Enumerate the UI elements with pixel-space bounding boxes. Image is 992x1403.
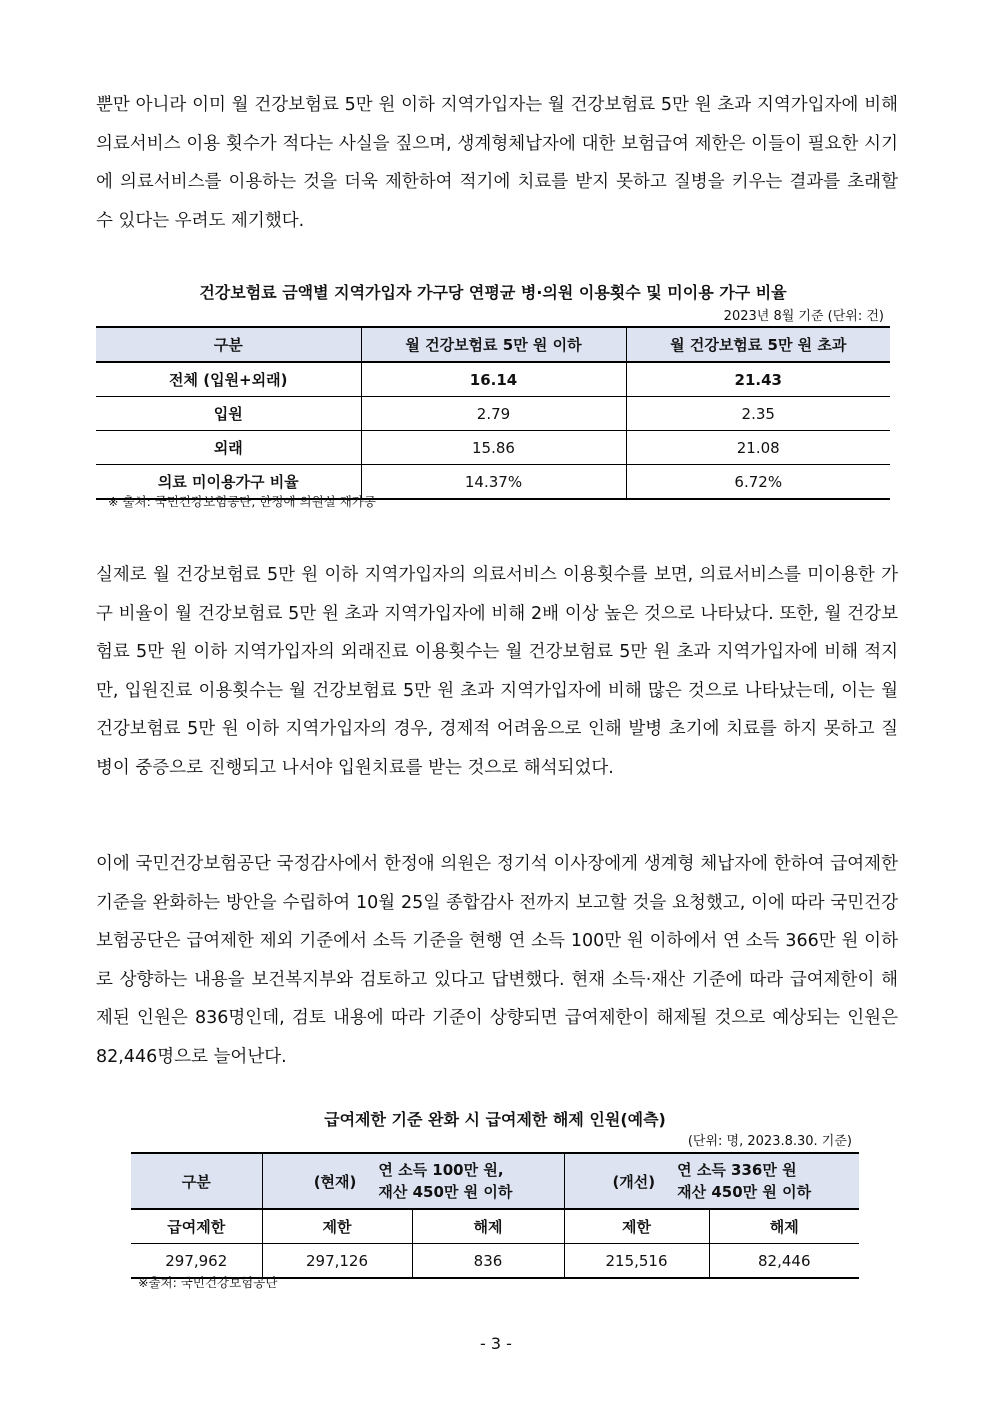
subheader-cell: 해제: [412, 1209, 564, 1244]
release-forecast-table: [131, 1152, 859, 1279]
table-cell: 6.72%: [626, 465, 890, 500]
table-subheader-row: [131, 1209, 859, 1244]
group-header-current: [262, 1153, 564, 1209]
table-header-row: [96, 327, 890, 362]
row-label: 외래: [96, 431, 361, 465]
visits-table: [96, 326, 890, 500]
paragraph-1: 뿐만 아니라 이미 월 건강보험료 5만 원 이하 지역가입자는 월 건강보험료 5만 원 초과 지역가입자에 비해 의료서비스 이용 횟수가 적다는 사실을 짚으며, 생계형체납자에 대한 보험급여 제한은 이들이 필요한 시기에 의료서비스를 이용하는 것을 더욱 제한하여 적기에 치료를 받지 못하고 질병을 키우는 결과를 초래할 수 있다는 우려도 제기했다.: [96, 95, 898, 231]
header-cell: 월 건강보험료 5만 원 초과: [626, 327, 890, 362]
group-desc-line: 재산 450만 원 이하: [677, 1183, 812, 1201]
table-cell: 16.14: [361, 362, 626, 397]
table-cell: 297,962: [131, 1244, 262, 1279]
table2-title: 급여제한 기준 완화 시 급여제한 해제 인원(예측): [324, 1110, 666, 1129]
table-cell: 2.35: [626, 397, 890, 431]
row-label: 의료 미이용가구 비율: [96, 465, 361, 500]
table-header-row: [131, 1153, 859, 1209]
table-cell: 836: [412, 1244, 564, 1279]
table-cell: 21.43: [626, 362, 890, 397]
group-desc-line: 재산 450만 원 이하: [378, 1183, 513, 1201]
subheader-cell: 제한: [564, 1209, 709, 1244]
subheader-cell: 제한: [262, 1209, 412, 1244]
table-row: [96, 397, 890, 431]
group-header-improved: [564, 1153, 859, 1209]
table-cell: 215,516: [564, 1244, 709, 1279]
table2-source: ※출처: 국민건강보험공단: [138, 1275, 278, 1290]
table-cell: 297,126: [262, 1244, 412, 1279]
table-row: [96, 362, 890, 397]
group-desc-line: 연 소득 100만 원,: [378, 1161, 504, 1179]
row-label: 전체 (입원+외래): [96, 362, 361, 397]
table1-unit-note: 2023년 8월 기준 (단위: 건): [723, 309, 884, 324]
header-cell: 월 건강보험료 5만 원 이하: [361, 327, 626, 362]
subheader-cell: 해제: [709, 1209, 859, 1244]
paragraph-3: 이에 국민건강보험공단 국정감사에서 한정애 의원은 정기석 이사장에게 생계형 체납자에 한하여 급여제한 기준을 완화하는 방안을 수립하여 10월 25일 종합감사 전까지 보고할 것을 요청했고, 이에 따라 국민건강보험공단은 급여제한 제외 기준에서 소득 기준을 현행 연 소득 100만 원 이하에서 연 소득 366만 원 이하로 상향하는 내용을 보건복지부와 검토하고 있다고 답변했다. 현재 소득·재산 기준에 따라 급여제한이 해제된 인원은 836명인데, 검토 내용에 따라 기준이 상향되면 급여제한이 해제될 것으로 예상되는 인원은 82,446명으로 늘어난다.: [96, 854, 898, 1067]
table2-unit-note: (단위: 명, 2023.8.30. 기준): [687, 1134, 852, 1149]
group-tag: (현재): [313, 1172, 357, 1191]
table-cell: 82,446: [709, 1244, 859, 1279]
table-cell: 2.79: [361, 397, 626, 431]
table-row: [96, 431, 890, 465]
table-cell: 15.86: [361, 431, 626, 465]
paragraph-2: 실제로 월 건강보험료 5만 원 이하 지역가입자의 의료서비스 이용횟수를 보면, 의료서비스를 미이용한 가구 비율이 월 건강보험료 5만 원 초과 지역가입자에 비해 2배 이상 높은 것으로 나타났다. 또한, 월 건강보험료 5만 원 이하 지역가입자의 외래진료 이용횟수는 월 건강보험료 5만 원 초과 지역가입자에 비해 적지만, 입원진료 이용횟수는 월 건강보험료 5만 원 초과 지역가입자에 비해 많은 것으로 나타났는데, 이는 월 건강보험료 5만 원 이하 지역가입자의 경우, 경제적 어려움으로 인해 발병 초기에 치료를 하지 못하고 질병이 중증으로 진행되고 나서야 입원치료를 받는 것으로 해석되었다.: [96, 565, 898, 778]
header-cell: 구분: [96, 327, 361, 362]
row-label: 입원: [96, 397, 361, 431]
table-cell: 14.37%: [361, 465, 626, 500]
page-number: - 3 -: [480, 1334, 512, 1353]
table1-source: ※ 출처: 국민건강보험공단, 한정애 의원실 재가공: [108, 494, 376, 509]
group-desc-line: 연 소득 336만 원: [677, 1161, 797, 1179]
table-cell: 21.08: [626, 431, 890, 465]
table1-title: 건강보험료 금액별 지역가입자 가구당 연평균 병·의원 이용횟수 및 미이용 가구 비율: [199, 283, 787, 302]
group-tag: (개선): [612, 1172, 656, 1191]
subheader-cell: 급여제한: [131, 1209, 262, 1244]
header-cell: 구분: [131, 1153, 262, 1209]
